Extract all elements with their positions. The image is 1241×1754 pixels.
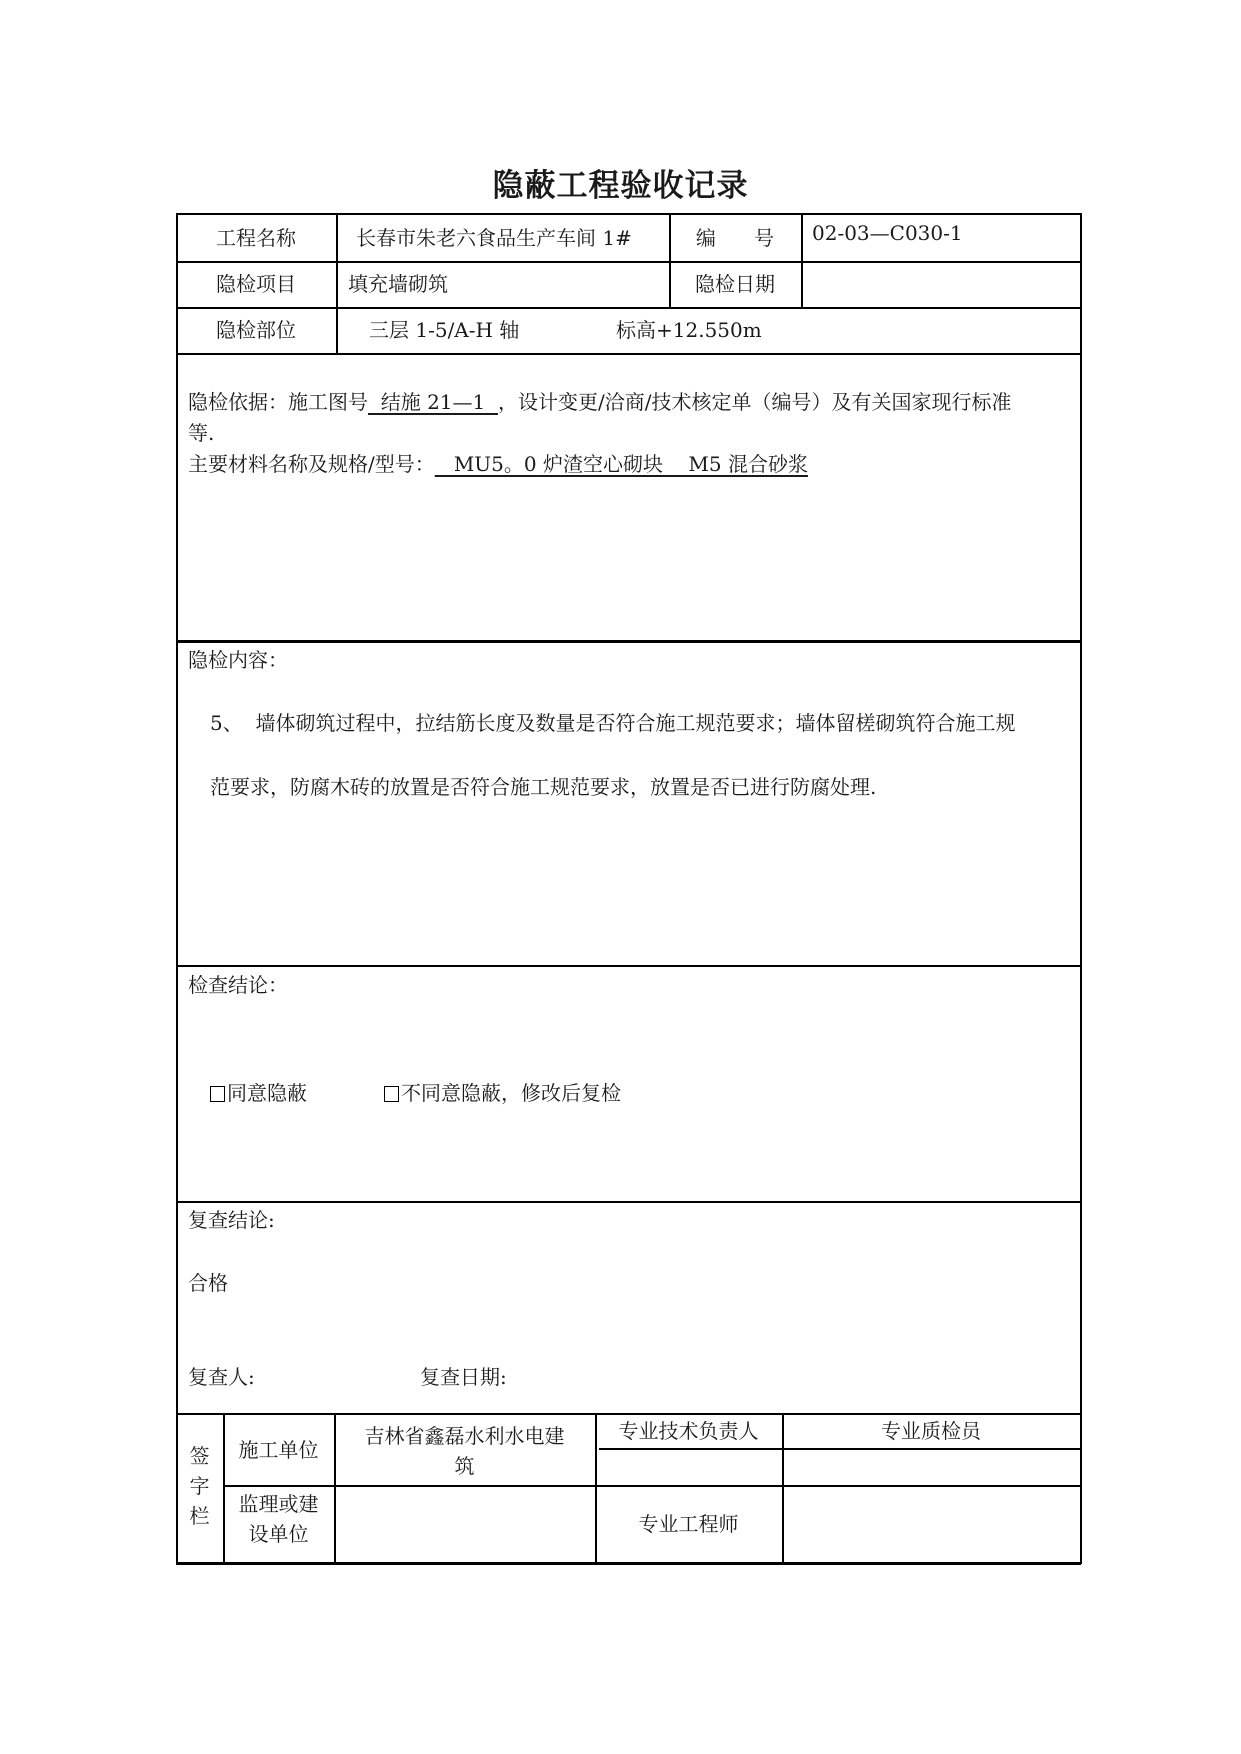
location-value: 三层 1-5/A-H 轴 bbox=[369, 318, 520, 342]
conclusion-label: 检查结论： bbox=[188, 973, 288, 997]
signature-section-label: 签字栏 bbox=[189, 1444, 210, 1528]
document-title: 隐蔽工程验收记录 bbox=[492, 168, 749, 204]
row-divider bbox=[176, 307, 1081, 309]
supervisor-label-line2: 设单位 bbox=[248, 1522, 309, 1546]
recheck-result: 合格 bbox=[188, 1271, 228, 1295]
project-name-label: 工程名称 bbox=[216, 226, 296, 250]
border-bottom bbox=[176, 1562, 1081, 1565]
disagree-text: 不同意隐蔽，修改后复检 bbox=[401, 1081, 621, 1105]
section-divider bbox=[176, 1201, 1081, 1203]
material-label: 主要材料名称及规格/型号： bbox=[188, 452, 435, 476]
tech-lead-label: 专业技术负责人 bbox=[618, 1419, 759, 1443]
contractor-value-line2: 筑 bbox=[454, 1454, 475, 1478]
date-label: 隐检日期 bbox=[695, 272, 775, 296]
location-label: 隐检部位 bbox=[216, 318, 296, 342]
recheck-label: 复查结论: bbox=[188, 1208, 275, 1232]
engineer-label: 专业工程师 bbox=[638, 1512, 739, 1536]
section-divider bbox=[176, 965, 1081, 967]
agree-text: 同意隐蔽 bbox=[227, 1081, 307, 1105]
recheck-person-label: 复查人: bbox=[188, 1365, 255, 1389]
basis-line2: 等. bbox=[188, 421, 215, 445]
code-value: 02-03—C030-1 bbox=[812, 221, 963, 245]
row-divider bbox=[176, 353, 1081, 355]
sign-row-divider bbox=[223, 1485, 1081, 1487]
item-label: 隐检项目 bbox=[216, 272, 296, 296]
agree-option[interactable] bbox=[210, 1081, 307, 1105]
content-label: 隐检内容： bbox=[188, 648, 288, 672]
section-divider bbox=[176, 1413, 1081, 1415]
border-right bbox=[1080, 213, 1082, 1564]
material-value: MU5。0 炉渣空心砌块 M5 混合砂浆 bbox=[434, 452, 808, 476]
section-divider bbox=[176, 640, 1081, 643]
sign-row-divider bbox=[599, 1448, 1081, 1450]
disagree-checkbox[interactable] bbox=[384, 1086, 399, 1102]
inspection-form bbox=[176, 213, 1081, 1564]
contractor-value-line1: 吉林省鑫磊水利水电建 bbox=[364, 1424, 565, 1448]
col-divider bbox=[801, 213, 803, 307]
border-top bbox=[176, 213, 1081, 215]
basis-prefix: 隐检依据：施工图号 bbox=[188, 390, 368, 414]
supervisor-label bbox=[223, 1489, 334, 1549]
content-line-1: 5、 墙体砌筑过程中，拉结筋长度及数量是否符合施工规范要求；墙体留槎砌筑符合施工规 bbox=[210, 711, 1016, 735]
border-left bbox=[176, 213, 178, 1564]
elevation-value: 标高+12.550m bbox=[616, 318, 762, 342]
code-label: 编 号 bbox=[695, 226, 775, 250]
item-value: 填充墙砌筑 bbox=[348, 272, 448, 296]
basis-block bbox=[188, 387, 1068, 480]
col-divider bbox=[336, 213, 338, 353]
qc-inspector-label: 专业质检员 bbox=[881, 1419, 981, 1443]
row-divider bbox=[176, 261, 1081, 263]
disagree-option[interactable] bbox=[384, 1081, 621, 1105]
agree-checkbox[interactable] bbox=[210, 1086, 225, 1102]
recheck-date-label: 复查日期: bbox=[420, 1365, 507, 1389]
content-line-2: 范要求，防腐木砖的放置是否符合施工规范要求，放置是否已进行防腐处理. bbox=[210, 775, 877, 799]
basis-suffix: ，设计变更/洽商/技术核定单（编号）及有关国家现行标准 bbox=[497, 390, 1012, 414]
project-name-value: 长春市朱老六食品生产车间 1# bbox=[356, 226, 632, 250]
contractor-label: 施工单位 bbox=[238, 1438, 319, 1462]
drawing-number: 结施 21—1 bbox=[368, 390, 498, 414]
supervisor-label-line1: 监理或建 bbox=[238, 1492, 319, 1516]
contractor-value bbox=[334, 1421, 595, 1481]
